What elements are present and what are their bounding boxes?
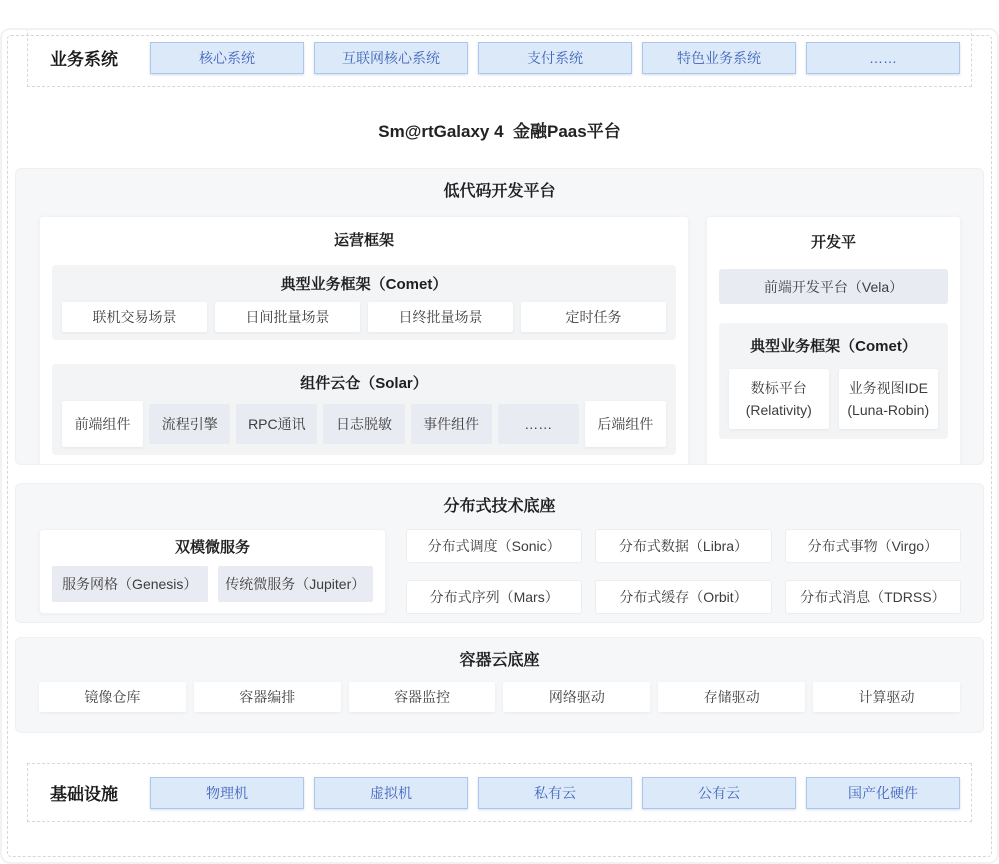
distributed-service-item: 分布式序列（Mars） [406,580,582,614]
solar-component-panel [52,364,676,455]
platform-title: Sm@rtGalaxy 4 金融Paas平台 [378,122,621,141]
comet-scenario-item: 定时任务 [521,302,666,332]
solar-backend-item: 后端组件 [585,401,666,447]
distributed-base-section [15,483,984,623]
comet-scenario-item: 日终批量场景 [368,302,513,332]
solar-component-chip: 流程引擎 [149,404,230,444]
lowcode-platform-section [15,168,984,465]
comet-scenario-item: 联机交易场景 [62,302,207,332]
distributed-service-item: 分布式消息（TDRSS） [785,580,961,614]
container-cloud-title: 容器云底座 [459,652,540,669]
infrastructure-label: 基础设施 [50,785,118,804]
vela-frontend-platform-item: 前端开发平台（Vela） [719,269,948,304]
infra-chip-domestic-hardware: 国产化硬件 [806,777,960,809]
operation-framework-panel [39,216,689,465]
distributed-service-item: 分布式数据（Libra） [595,529,771,563]
dual-mode-microservice-panel [39,529,386,614]
distributed-services-grid [406,529,961,614]
container-cloud-item: 计算驱动 [813,682,960,712]
luna-robin-ide-item [839,369,939,429]
distributed-service-item: 分布式缓存（Orbit） [595,580,771,614]
infra-chip-physical-machine: 物理机 [150,777,304,809]
business-system-chip-more: …… [806,42,960,74]
distributed-service-item: 分布式事物（Virgo） [785,529,961,563]
business-system-chip-internet-core: 互联网核心系统 [314,42,468,74]
dual-mode-title: 双模微服务 [174,539,250,556]
relativity-code: (Relativity) [745,402,812,418]
container-cloud-item: 容器监控 [349,682,496,712]
business-system-chip-payment: 支付系统 [478,42,632,74]
solar-panel-title: 组件云仓（Solar） [300,375,428,392]
solar-component-chip-more: …… [498,404,579,444]
service-mesh-genesis-chip: 服务网格（Genesis） [52,566,208,602]
distributed-section-title: 分布式技术底座 [443,498,556,515]
luna-robin-code: (Luna-Robin) [847,402,930,418]
solar-component-chip: RPC通讯 [236,404,317,444]
infra-chip-public-cloud: 公有云 [642,777,796,809]
container-cloud-item: 网络驱动 [503,682,650,712]
container-cloud-item: 容器编排 [194,682,341,712]
comet-framework-title: 典型业务框架（Comet） [280,276,448,293]
comet-scenario-item: 日间批量场景 [215,302,360,332]
business-systems-label: 业务系统 [50,50,118,69]
luna-robin-name: 业务视图IDE [848,380,928,396]
solar-component-chip: 事件组件 [411,404,492,444]
operation-framework-title: 运营框架 [333,232,394,249]
solar-frontend-item: 前端组件 [62,401,143,447]
relativity-name: 数标平台 [750,380,807,396]
dev-comet-panel [719,323,948,439]
business-system-chip-special: 特色业务系统 [642,42,796,74]
distributed-service-item: 分布式调度（Sonic） [406,529,582,563]
traditional-microservice-jupiter-chip: 传统微服务（Jupiter） [218,566,374,602]
dev-platform-title: 开发平 [810,234,856,251]
business-system-chip-core: 核心系统 [150,42,304,74]
solar-component-chip: 日志脱敏 [323,404,404,444]
lowcode-section-title: 低代码开发平台 [443,183,556,200]
business-systems-row [27,28,972,87]
infrastructure-row [27,763,972,822]
infra-chip-virtual-machine: 虚拟机 [314,777,468,809]
container-cloud-item: 存储驱动 [658,682,805,712]
relativity-platform-item [729,369,829,429]
comet-framework-panel [52,265,676,340]
infra-chip-private-cloud: 私有云 [478,777,632,809]
dev-platform-panel [706,216,961,465]
container-cloud-section [15,637,984,733]
dev-comet-title: 典型业务框架（Comet） [750,338,917,355]
container-cloud-item: 镜像仓库 [39,682,186,712]
